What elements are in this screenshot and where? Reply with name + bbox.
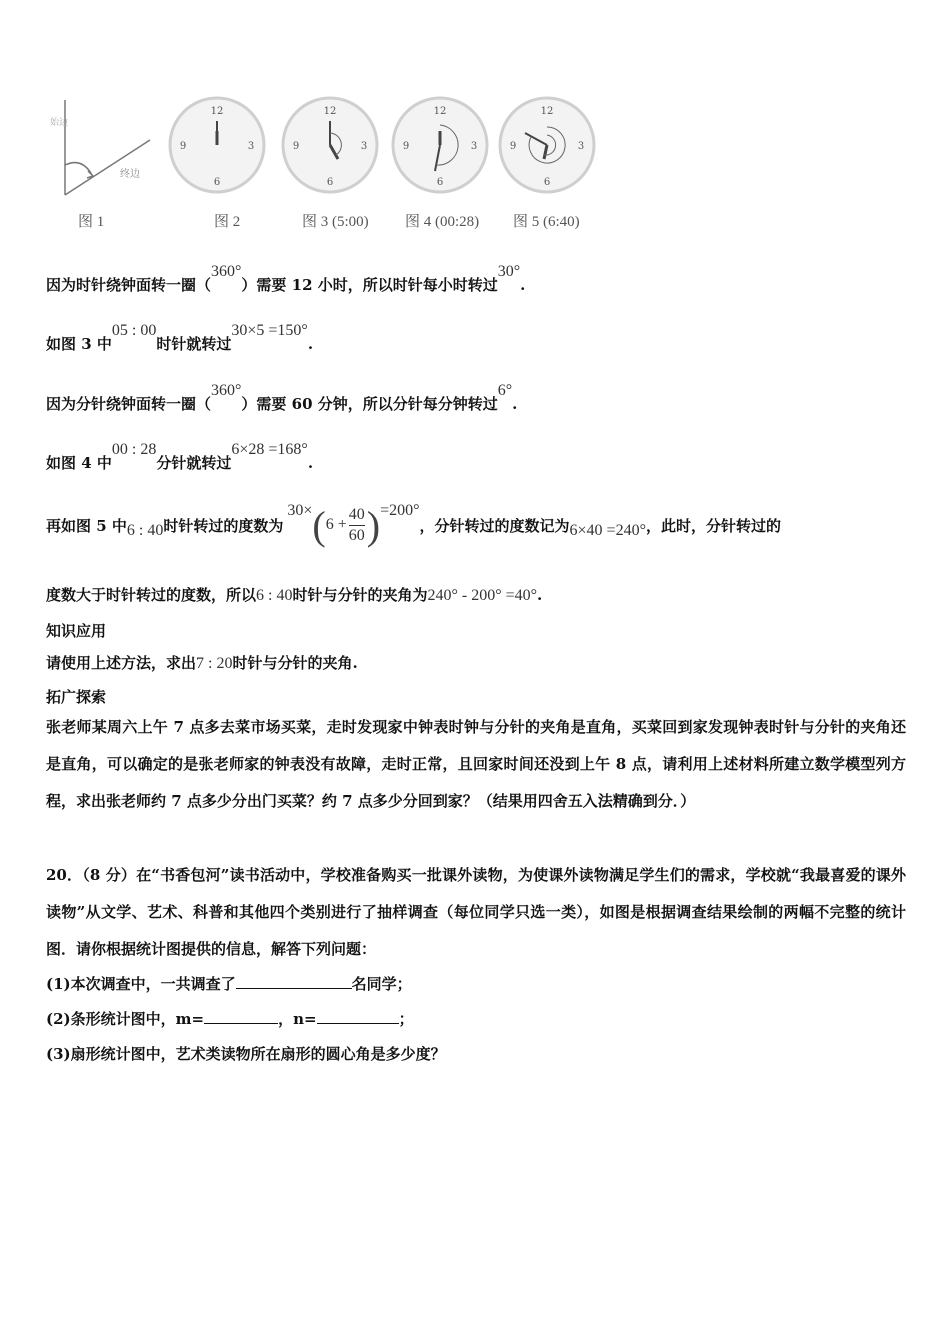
blank-total[interactable] (236, 974, 352, 989)
q20-part2: (2)条形统计图中，m= ，n= ； (46, 1010, 414, 1028)
fraction-40-60: $\frac{40}{60}$ (348, 505, 365, 544)
fig1-label: 终边 (120, 169, 140, 180)
svg-text:3: 3 (360, 141, 368, 152)
text-line-5: 再如图 5 中 6 : 40 时针转过的度数为 30× ( 6 + $\frac{40}{60}$ ) =200° ，分针转过的度数记为 6×40 =240° ，此时，分针转过的 (46, 502, 781, 548)
caption-fig3: 图 3 (5:00) (302, 214, 369, 230)
svg-text:始边: 始边 (50, 117, 69, 127)
caption-fig1: 图 1 (78, 214, 105, 230)
svg-text:9: 9 (402, 141, 410, 152)
svg-text:6: 6 (543, 177, 551, 188)
caption-fig5: 图 5 (6:40) (513, 214, 580, 230)
q20-part3: (3)扇形统计图中，艺术类读物所在扇形的圆心角是多少度？ (46, 1045, 446, 1063)
caption-fig2: 图 2 (214, 214, 241, 230)
svg-text:3: 3 (577, 141, 585, 152)
q20-intro: 20．（8 分）在“书香包河”读书活动中，学校准备购买一批课外读物，为使课外读物满足学生们的需求，学校就“我最喜爱的课外读物”从文学、艺术、科普和其他四个类别进行了抽样调查（每位同学只选一类），如图是根据调查结果绘制的两幅不完整的统计图．请你根据统计图提供的信息，解答下列问题： (46, 866, 906, 958)
figure-1-angle (65, 100, 150, 195)
clock-4 (393, 98, 487, 192)
text-line-1: 因为时针绕钟面转一圈（360°）需要 12 小时，所以时针每小时转过30°. (46, 263, 526, 294)
blank-n[interactable] (317, 1009, 399, 1024)
clock-2 (170, 98, 264, 192)
svg-text:12: 12 (210, 106, 224, 117)
svg-text:9: 9 (292, 141, 300, 152)
explore-paragraph: 张老师某周六上午 7 点多去菜市场买菜，走时发现家中钟表时钟与分针的夹角是直角，买菜回到家发现钟表时针与分针的夹角还是直角，可以确定的是张老师家的钟表没有故障，走时正常，且回家时间还没到上午 8 点，请利用上述材料所建立数学模型列方程，求出张老师约 7 点多少分出门买菜？约 7 点多少分回到家？（结果用四舍五入法精确到分．） (46, 718, 906, 810)
svg-text:6: 6 (326, 177, 334, 188)
clock-3 (283, 98, 377, 192)
text-line-3: 因为分针绕钟面转一圈（360°）需要 60 分钟，所以分针每分钟转过6°. (46, 382, 518, 413)
svg-text:12: 12 (323, 106, 337, 117)
text-line-2: 如图 3 中05 : 00时针就转过30×5 =150°. (46, 322, 314, 353)
clock-5 (500, 98, 594, 192)
caption-fig4: 图 4 (00:28) (405, 214, 480, 230)
apply-question: 请使用上述方法，求出7 : 20时针与分针的夹角. (46, 654, 358, 672)
svg-text:3: 3 (470, 141, 478, 152)
svg-text:12: 12 (433, 106, 447, 117)
section-title-explore: 拓广探索 (46, 688, 107, 706)
text-line-6: 度数大于时针转过的度数，所以6 : 40时针与分针的夹角为240° - 200° =40°. (46, 586, 543, 604)
section-title-apply: 知识应用 (46, 622, 107, 640)
text-line-4: 如图 4 中00 : 28分针就转过6×28 =168°. (46, 441, 314, 472)
svg-text:9: 9 (179, 141, 187, 152)
q20-part1: (1)本次调查中，一共调查了 名同学； (46, 975, 412, 993)
svg-text:3: 3 (247, 141, 255, 152)
blank-m[interactable] (204, 1009, 278, 1024)
svg-text:6: 6 (436, 177, 444, 188)
svg-text:12: 12 (540, 106, 554, 117)
svg-text:6: 6 (213, 177, 221, 188)
svg-text:9: 9 (509, 141, 517, 152)
